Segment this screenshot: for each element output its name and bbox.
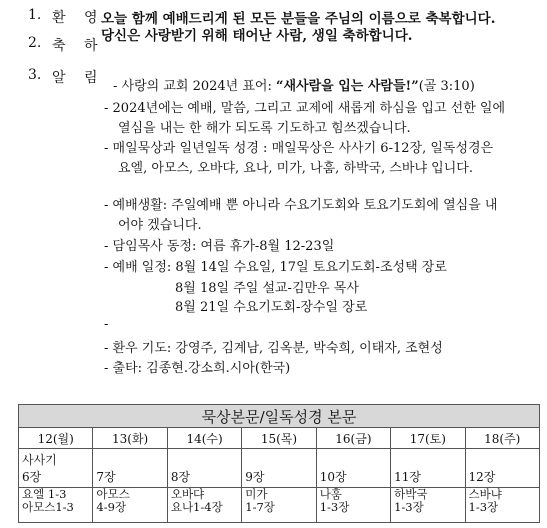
reading-text: 요나1-4장 — [170, 500, 223, 514]
welcome-text: 오늘 함께 예배드리게 된 모든 분들을 주님의 이름으로 축복합니다. — [101, 11, 496, 27]
reading-text: 미가 — [245, 487, 268, 501]
reading-cell — [242, 488, 316, 523]
notice-line: - 출타: 김종현.강소희.시아(한국) — [104, 361, 291, 376]
day-header: 17(토) — [391, 428, 465, 449]
meditation-chapter: 6장 — [22, 470, 42, 484]
meditation-chapter: 7장 — [96, 470, 116, 484]
section-number-celebrate: 2. — [28, 35, 42, 51]
section-number-notice: 3. — [28, 67, 42, 83]
schedule-title: 묵상본문/일독성경 본문 — [19, 405, 540, 428]
reading-cell — [316, 488, 390, 523]
celebrate-text: 당신은 사랑받기 위해 태어난 사람, 생일 축하합니다. — [101, 28, 413, 44]
meditation-cell — [93, 449, 167, 488]
notice-line: - 환우 기도: 강영주, 김계남, 김옥분, 박숙희, 이태자, 조현성 — [104, 341, 443, 356]
day-header: 12(월) — [19, 428, 93, 449]
reading-cell — [465, 488, 539, 523]
reading-schedule-table — [18, 404, 540, 523]
day-header-row — [19, 428, 540, 449]
reading-text: 1-3장 — [468, 500, 499, 514]
day-header: 16(금) — [316, 428, 390, 449]
reading-cell — [391, 488, 465, 523]
reading-text: 오바댜 — [170, 487, 205, 501]
reading-cell — [19, 488, 93, 523]
section-label-notice: 알 림 — [52, 70, 105, 86]
reading-row — [19, 488, 540, 523]
meditation-chapter: 12장 — [468, 470, 496, 484]
meditation-chapter: 9장 — [245, 470, 265, 484]
notice-line: - 담임목사 동정: 여름 휴가-8월 12-23일 — [104, 239, 335, 254]
notice-line: 8월 18일 주일 설교-김만우 목사 — [175, 281, 359, 296]
day-header: 13(화) — [93, 428, 167, 449]
meditation-cell — [465, 449, 539, 488]
notice-line: 열심을 내는 한 해가 되도록 기도하고 힘쓰겠습니다. — [118, 121, 411, 136]
meditation-chapter: 11장 — [394, 470, 421, 484]
notice-line: 어야 겠습니다. — [118, 218, 202, 233]
reading-cell — [167, 488, 241, 523]
meditation-cell — [167, 449, 241, 488]
reading-text: 스바냐 — [468, 487, 502, 501]
reading-text: 4-9장 — [96, 500, 127, 514]
section-label-welcome: 환 영 — [52, 10, 105, 26]
motto-line — [113, 75, 475, 94]
notice-line: - 예배생활: 주일예배 뿐 아니라 수요기도회와 토요기도회에 열심을 내 — [104, 198, 498, 213]
notice-line: - — [104, 317, 109, 332]
reading-text: 하박국 — [394, 487, 428, 501]
notice-line: 8월 21일 수요기도회-장수일 장로 — [175, 300, 368, 315]
day-header: 14(수) — [167, 428, 241, 449]
notice-line: 요엘, 아모스, 오바댜, 요나, 미가, 나훔, 하박국, 스바냐 입니다. — [118, 161, 473, 176]
reading-text: 1-3장 — [394, 500, 424, 514]
meditation-cell — [391, 449, 465, 488]
meditation-chapter: 10장 — [319, 470, 347, 484]
reading-cell — [93, 488, 167, 523]
day-header: 15(목) — [242, 428, 316, 449]
day-header: 18(주) — [465, 428, 539, 449]
reading-text: 1-3장 — [319, 500, 350, 514]
notice-line: - 2024년에는 예배, 말씀, 그리고 교제에 새롭게 하심을 입고 선한 일에 — [104, 101, 506, 116]
reading-text: 요엘 1-3 — [22, 487, 67, 501]
meditation-cell — [242, 449, 316, 488]
reading-text: 아모스 — [96, 487, 130, 501]
reading-text: 1-7장 — [245, 500, 275, 514]
motto-reference: (골 3:10) — [418, 79, 475, 94]
notice-line: - 예배 일정: 8월 14일 수요일, 17일 토요기도회-조성택 장로 — [104, 260, 447, 275]
meditation-cell — [19, 449, 93, 488]
motto-prefix: - 사랑의 교회 2024년 표어: — [113, 79, 276, 94]
reading-text: 아모스1-3 — [22, 500, 74, 514]
section-label-celebrate: 축 하 — [52, 38, 105, 54]
motto-text: “새사람을 입는 사람들!” — [275, 79, 419, 94]
section-number-welcome: 1. — [28, 7, 42, 23]
meditation-row — [19, 449, 540, 488]
notice-line: - 매일묵상과 일년일독 성경 : 매일묵상은 사사기 6-12장, 일독성경은 — [104, 141, 494, 156]
meditation-cell — [316, 449, 390, 488]
meditation-book: 사사기 — [22, 453, 57, 467]
meditation-chapter: 8장 — [170, 470, 191, 484]
reading-text: 나훔 — [319, 487, 342, 501]
